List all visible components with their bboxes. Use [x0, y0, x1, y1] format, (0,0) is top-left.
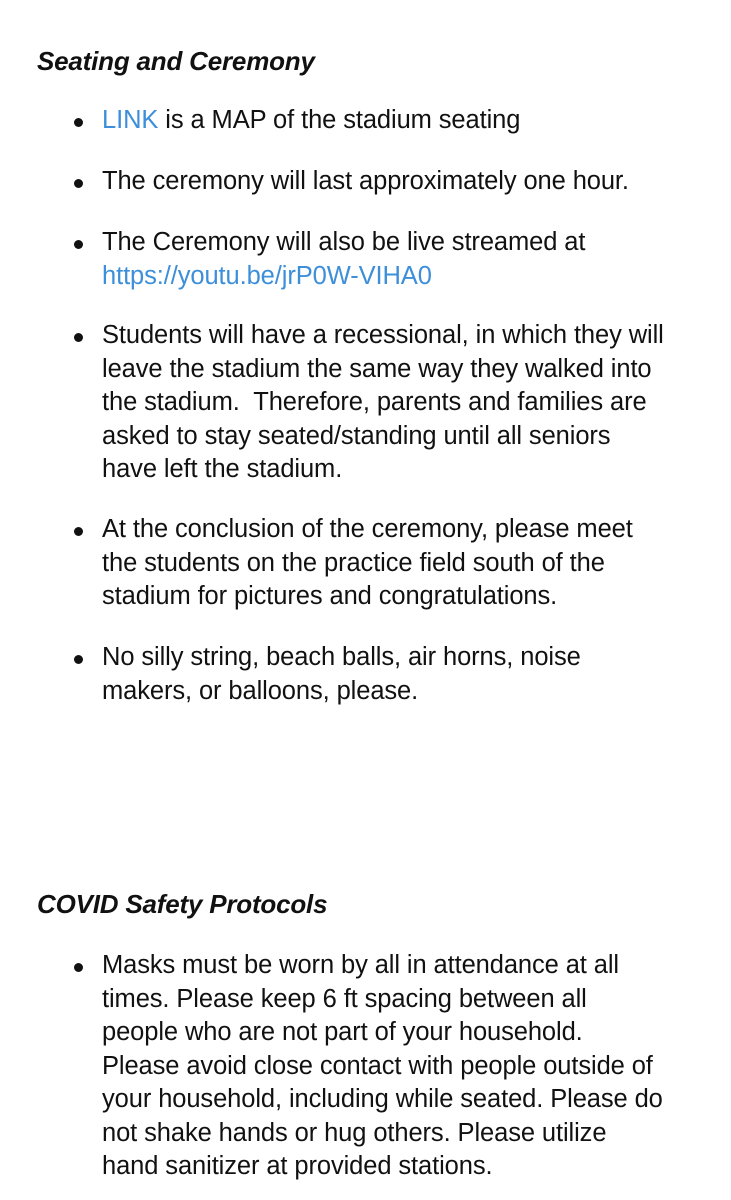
text-line: makers, or balloons, please. — [102, 676, 419, 705]
text-line: Masks must be worn by all in attendance at all — [102, 951, 619, 979]
text-line: Please avoid close contact with people outside of — [102, 1051, 653, 1080]
bullet-icon — [74, 118, 83, 127]
seating-ceremony-heading: Seating and Ceremony — [37, 46, 315, 76]
list-item-text — [102, 226, 712, 293]
text-line: the students on the practice field south of the — [102, 548, 605, 577]
list-item-text — [102, 513, 712, 614]
text-line: the stadium. Therefore, parents and families are — [102, 388, 647, 416]
list-item-text — [102, 641, 712, 708]
bullet-icon — [74, 963, 83, 972]
livestream-link[interactable]: https://youtu.be/jrP0W-VIHA0 — [102, 261, 432, 290]
bullet-icon — [74, 333, 83, 342]
text-line: not shake hands or hug others. Please utilize — [102, 1118, 607, 1147]
list-item-text — [102, 104, 712, 138]
stadium-map-description: is a MAP of the stadium seating — [158, 106, 521, 134]
text-line: times. Please keep 6 ft spacing between all — [102, 984, 587, 1013]
bullet-icon — [74, 240, 83, 249]
text-line: leave the stadium the same way they walked into — [102, 354, 652, 383]
bullet-icon — [74, 655, 83, 664]
text-line: people who are not part of your household. — [102, 1018, 583, 1046]
text-line: The ceremony will last approximately one hour. — [102, 167, 629, 195]
text-line: The Ceremony will also be live streamed at — [102, 228, 586, 256]
text-line: your household, including while seated. Please do — [102, 1085, 663, 1113]
list-item-text — [102, 319, 712, 487]
bullet-icon — [74, 179, 83, 188]
text-line: Students will have a recessional, in which they will — [102, 321, 664, 349]
text-line: hand sanitizer at provided stations. — [102, 1152, 493, 1180]
text-line: No silly string, beach balls, air horns, noise — [102, 643, 581, 671]
text-line: stadium for pictures and congratulations. — [102, 582, 558, 610]
text-line: asked to stay seated/standing until all seniors — [102, 421, 611, 450]
bullet-icon — [74, 527, 83, 536]
text-line: have left the stadium. — [102, 455, 343, 483]
list-item-text — [102, 165, 712, 199]
list-item-text — [102, 949, 712, 1184]
covid-protocols-heading: COVID Safety Protocols — [37, 889, 328, 919]
stadium-map-link[interactable]: LINK — [102, 106, 159, 134]
text-line: At the conclusion of the ceremony, please meet — [102, 515, 633, 543]
